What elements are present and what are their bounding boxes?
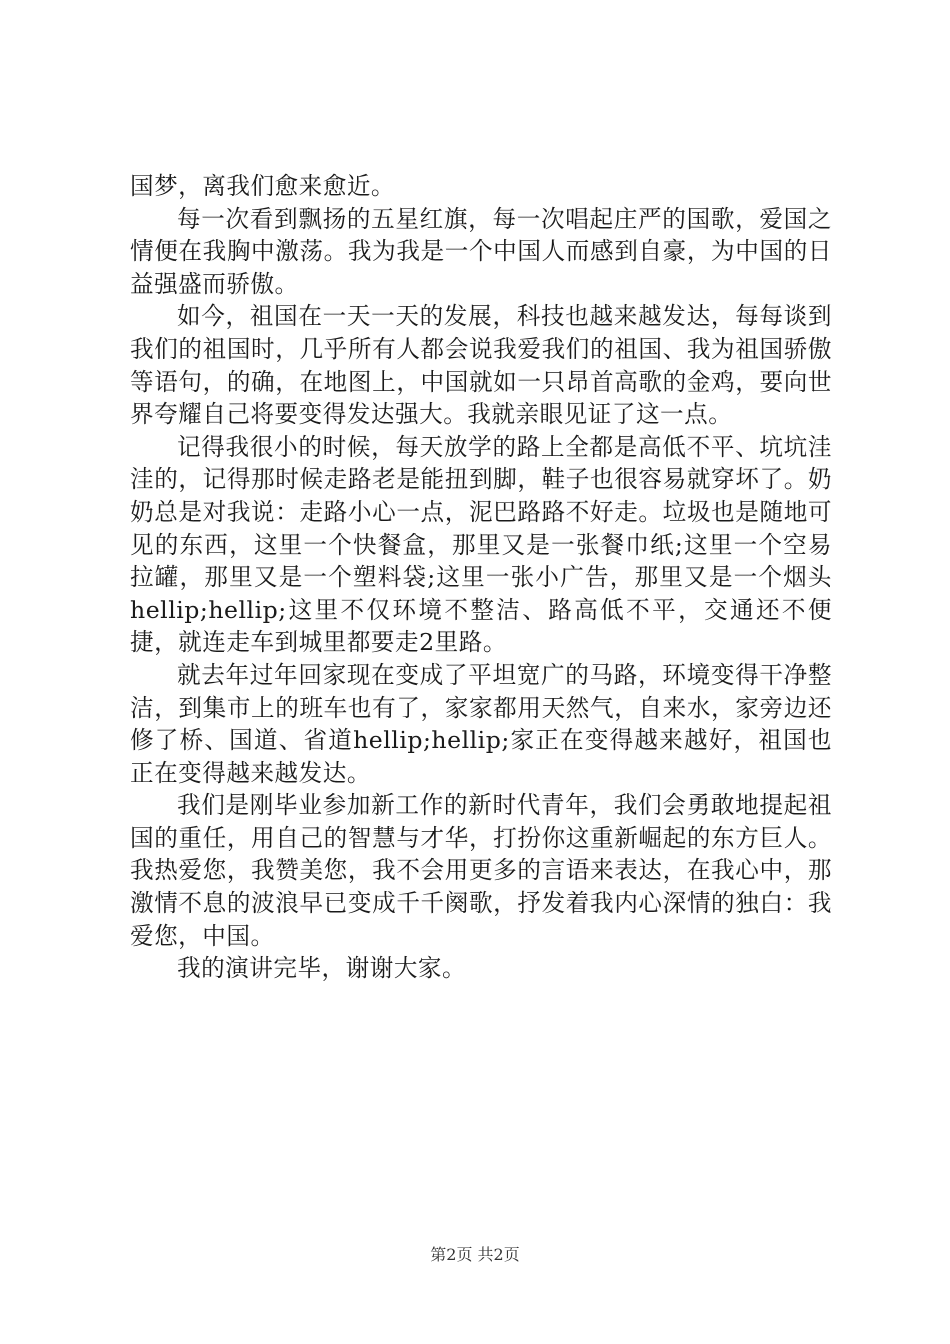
paragraph-youth-mission: 我们是刚毕业参加新工作的新时代青年，我们会勇敢地提起祖国的重任，用自己的智慧与才华，打扮你这重新崛起的东方巨人。我热爱您，我赞美您，我不会用更多的言语来表达，在我心中，那激情不息的波浪早已变成千千阕歌，抒发着我内心深情的独白：我爱您，中国。 [130, 791, 832, 950]
paragraph-development: 如今，祖国在一天一天的发展，科技也越来越发达，每每谈到我们的祖国时，几乎所有人都会说我爱我们的祖国、我为祖国骄傲等语句，的确，在地图上，中国就如一只昂首高歌的金鸡，要向世界夸耀自己将要变得发达强大。我就亲眼见证了这一点。 [130, 302, 832, 429]
paragraph-childhood-road: 记得我很小的时候，每天放学的路上全都是高低不平、坑坑洼洼的，记得那时候走路老是能扭到脚，鞋子也很容易就穿坏了。奶奶总是对我说：走路小心一点，泥巴路路不好走。垃圾也是随地可见的东西，这里一个快餐盒，那里又是一张餐巾纸;这里一个空易拉罐，那里又是一个塑料袋;这里一张小广告，那里又是一个烟头hellip;hellip;这里不仅环境不整洁、路高低不平，交通还不便捷，就连走车到城里都要走2里路。 [130, 432, 832, 657]
paragraph-closing: 我的演讲完毕，谢谢大家。 [177, 954, 467, 983]
document-body [130, 170, 832, 985]
paragraph-flag-anthem: 每一次看到飘扬的五星红旗，每一次唱起庄严的国歌，爱国之情便在我胸中激荡。我为我是一个中国人而感到自豪，为中国的日益强盛而骄傲。 [130, 204, 832, 298]
paragraph-continuation: 国梦，离我们愈来愈近。 [130, 172, 396, 200]
page-number-footer: 第2页 共2页 [430, 1245, 520, 1264]
paragraph-hometown-change: 就去年过年回家现在变成了平坦宽广的马路，环境变得干净整洁，到集市上的班车也有了，家家都用天然气，自来水，家旁边还修了桥、国道、省道hellip;hellip;家正在变得越来越好，祖国也正在变得越来越发达。 [130, 660, 832, 787]
